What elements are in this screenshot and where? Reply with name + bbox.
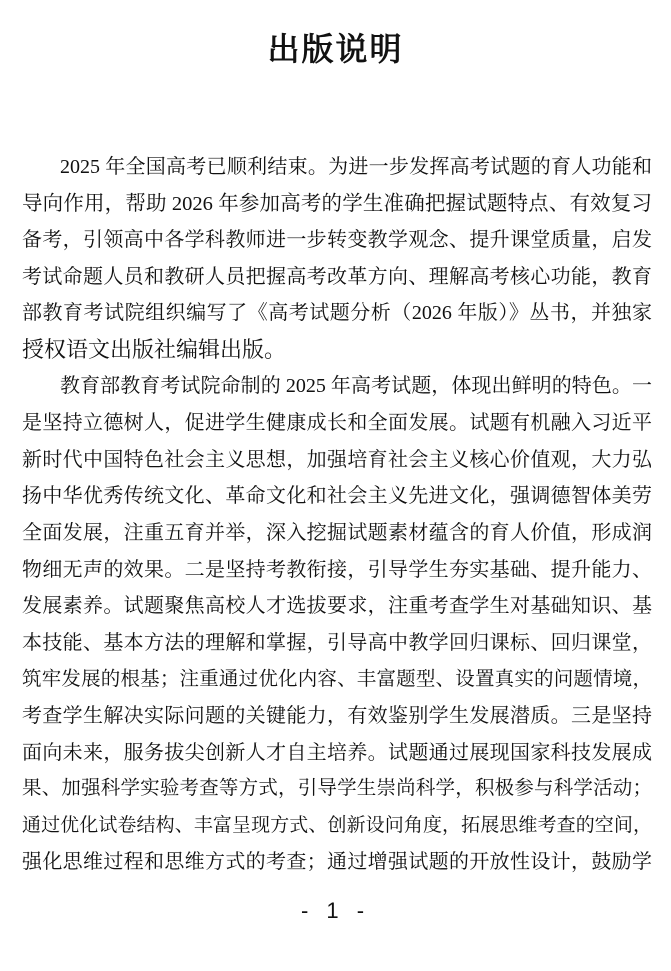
text-line: 发展素养。试题聚焦高校人才选拔要求，注重考查学生对基础知识、基 — [22, 595, 652, 617]
text-line: 部教育考试院组织编写了《高考试题分析（2026 年版）》丛书，并独家 — [22, 302, 652, 324]
text-line: 考查学生解决实际问题的关键能力，有效鉴别学生发展潜质。三是坚持 — [22, 705, 652, 727]
text-line: 导向作用，帮助 2026 年参加高考的学生准确把握试题特点、有效复习 — [22, 193, 652, 215]
text-line: 通过优化试卷结构、丰富呈现方式、创新设问角度，拓展思维考查的空间， — [22, 815, 652, 836]
text-line: 筑牢发展的根基；注重通过优化内容、丰富题型、设置真实的问题情境， — [22, 669, 652, 690]
text-line: 强化思维过程和思维方式的考查；通过增强试题的开放性设计，鼓励学 — [22, 851, 652, 873]
text-line: 考试命题人员和教研人员把握高考改革方向、理解高考核心功能，教育 — [22, 266, 652, 288]
text-line: 果、加强科学实验考查等方式，引导学生崇尚科学，积极参与科学活动； — [22, 778, 652, 799]
text-line: 是坚持立德树人，促进学生健康成长和全面发展。试题有机融入习近平 — [22, 412, 652, 434]
text-line: 本技能、基本方法的理解和掌握，引导高中教学回归课标、回归课堂， — [22, 632, 652, 654]
text-line: 教育部教育考试院命制的 2025 年高考试题，体现出鲜明的特色。一 — [60, 375, 652, 397]
text-line: 物细无声的效果。二是坚持考教衔接，引导学生夯实基础、提升能力、 — [22, 559, 652, 581]
page-title: 出版说明 — [267, 31, 404, 67]
text-line: 备考，引领高中各学科教师进一步转变教学观念、提升课堂质量，启发 — [22, 229, 652, 251]
text-line: 授权语文出版社编辑出版。 — [22, 337, 287, 362]
text-line: 全面发展，注重五育并举，深入挖掘试题素材蕴含的育人价值，形成润 — [22, 522, 652, 544]
text-line: 新时代中国特色社会主义思想，加强培育社会主义核心价值观，大力弘 — [22, 449, 652, 471]
text-line: 扬中华优秀传统文化、革命文化和社会主义先进文化，强调德智体美劳 — [22, 485, 652, 507]
page-number: - 1 - — [300, 898, 371, 923]
text-line: 2025 年全国高考已顺利结束。为进一步发挥高考试题的育人功能和 — [60, 156, 652, 178]
text-line: 面向未来，服务拔尖创新人才自主培养。试题通过展现国家科技发展成 — [22, 742, 652, 764]
